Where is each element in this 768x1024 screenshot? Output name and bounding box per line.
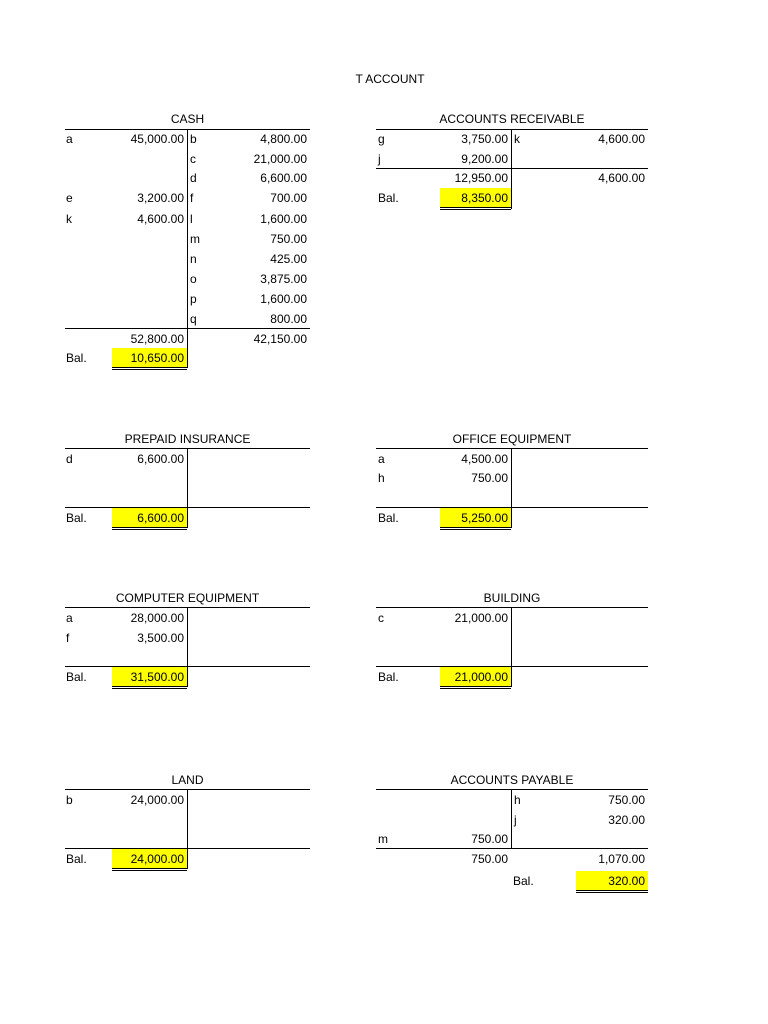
balance-double-underline	[112, 527, 187, 530]
balance-double-underline	[440, 527, 511, 530]
debit-ref: h	[378, 471, 385, 485]
total-line	[376, 168, 648, 169]
t-divider	[511, 789, 512, 849]
total-line	[376, 507, 648, 508]
balance-amount: 5,250.00	[461, 511, 508, 525]
total-line	[65, 848, 310, 849]
debit-total: 750.00	[471, 852, 508, 866]
debit-ref: a	[66, 132, 73, 146]
debit-ref: b	[66, 793, 73, 807]
balance-amount: 10,650.00	[130, 351, 184, 365]
debit-ref: c	[378, 611, 384, 625]
t-divider	[187, 607, 188, 687]
account-title-computer-equipment: COMPUTER EQUIPMENT	[115, 591, 260, 605]
t-divider	[187, 448, 188, 528]
balance-amount: 31,500.00	[130, 670, 184, 684]
debit-ref: e	[66, 191, 73, 205]
credit-ref: j	[514, 813, 517, 827]
total-line	[65, 666, 310, 667]
t-divider	[187, 328, 188, 368]
debit-ref: k	[66, 212, 72, 226]
debit-ref: a	[378, 452, 385, 466]
credit-amount: 21,000.00	[253, 152, 307, 166]
credit-ref: k	[514, 132, 520, 146]
credit-total: 42,150.00	[253, 332, 307, 346]
credit-ref: q	[190, 312, 197, 326]
balance-amount: 24,000.00	[130, 852, 184, 866]
credit-ref: b	[190, 132, 197, 146]
credit-amount: 320.00	[608, 813, 645, 827]
debit-amount: 750.00	[471, 471, 508, 485]
debit-ref: g	[378, 132, 385, 146]
credit-total: 1,070.00	[598, 852, 645, 866]
balance-label: Bal.	[513, 874, 534, 888]
balance-double-underline	[576, 890, 648, 893]
t-divider	[511, 607, 512, 687]
t-divider	[187, 789, 188, 869]
credit-ref: d	[190, 171, 197, 185]
credit-amount: 425.00	[270, 252, 307, 266]
debit-total: 52,800.00	[130, 332, 184, 346]
account-title-accounts-payable: ACCOUNTS PAYABLE	[450, 773, 574, 787]
debit-total: 12,950.00	[454, 171, 508, 185]
credit-ref: h	[514, 793, 521, 807]
debit-ref: d	[66, 452, 73, 466]
credit-amount: 4,800.00	[260, 132, 307, 146]
credit-ref: f	[190, 191, 194, 205]
t-top-line	[376, 129, 648, 130]
debit-ref: m	[378, 832, 388, 846]
credit-amount: 750.00	[608, 793, 645, 807]
balance-double-underline	[112, 868, 187, 871]
credit-ref: n	[190, 252, 197, 266]
t-top-line	[376, 607, 648, 608]
credit-ref: c	[190, 152, 196, 166]
debit-amount: 3,500.00	[137, 631, 184, 645]
credit-amount: 750.00	[270, 232, 307, 246]
t-divider	[511, 448, 512, 528]
page-title: T ACCOUNT	[355, 72, 425, 86]
balance-amount: 8,350.00	[461, 191, 508, 205]
debit-amount: 9,200.00	[461, 152, 508, 166]
credit-amount: 800.00	[270, 312, 307, 326]
debit-amount: 6,600.00	[137, 452, 184, 466]
account-title-cash: CASH	[170, 112, 205, 126]
credit-ref: p	[190, 292, 197, 306]
credit-amount: 4,600.00	[598, 132, 645, 146]
debit-amount: 24,000.00	[130, 793, 184, 807]
balance-label: Bal.	[378, 670, 399, 684]
balance-amount: 21,000.00	[454, 670, 508, 684]
account-title-office-equipment: OFFICE EQUIPMENT	[452, 432, 572, 446]
account-title-land: LAND	[171, 773, 204, 787]
credit-amount: 1,600.00	[260, 212, 307, 226]
t-top-line	[376, 789, 648, 790]
balance-amount: 6,600.00	[137, 511, 184, 525]
balance-double-underline	[440, 207, 511, 210]
debit-amount: 750.00	[471, 832, 508, 846]
credit-amount: 700.00	[270, 191, 307, 205]
account-title-prepaid-insurance: PREPAID INSURANCE	[124, 432, 251, 446]
balance-double-underline	[112, 367, 187, 370]
debit-ref: a	[66, 611, 73, 625]
debit-ref: f	[66, 631, 70, 645]
credit-amount: 1,600.00	[260, 292, 307, 306]
credit-ref: o	[190, 272, 197, 286]
total-line	[65, 507, 310, 508]
balance-double-underline	[112, 686, 187, 689]
balance-label: Bal.	[66, 670, 87, 684]
credit-ref: m	[190, 232, 200, 246]
balance-double-underline	[440, 686, 511, 689]
balance-label: Bal.	[66, 852, 87, 866]
debit-amount: 3,750.00	[461, 132, 508, 146]
credit-amount: 6,600.00	[260, 171, 307, 185]
credit-total: 4,600.00	[598, 171, 645, 185]
debit-amount: 4,500.00	[461, 452, 508, 466]
balance-label: Bal.	[66, 511, 87, 525]
debit-ref: j	[378, 152, 381, 166]
account-title-building: BUILDING	[483, 591, 541, 605]
debit-amount: 21,000.00	[454, 611, 508, 625]
t-divider	[511, 129, 512, 209]
debit-amount: 4,600.00	[137, 212, 184, 226]
balance-amount: 320.00	[608, 874, 645, 888]
t-divider	[187, 129, 188, 329]
debit-amount: 28,000.00	[130, 611, 184, 625]
debit-amount: 3,200.00	[137, 191, 184, 205]
balance-label: Bal.	[378, 511, 399, 525]
credit-amount: 3,875.00	[260, 272, 307, 286]
debit-amount: 45,000.00	[130, 132, 184, 146]
balance-label: Bal.	[66, 351, 87, 365]
total-line	[376, 848, 648, 849]
t-top-line	[376, 448, 648, 449]
credit-ref: l	[190, 212, 193, 226]
balance-label: Bal.	[378, 191, 399, 205]
account-title-accounts-receivable: ACCOUNTS RECEIVABLE	[439, 112, 585, 126]
total-line	[376, 666, 648, 667]
